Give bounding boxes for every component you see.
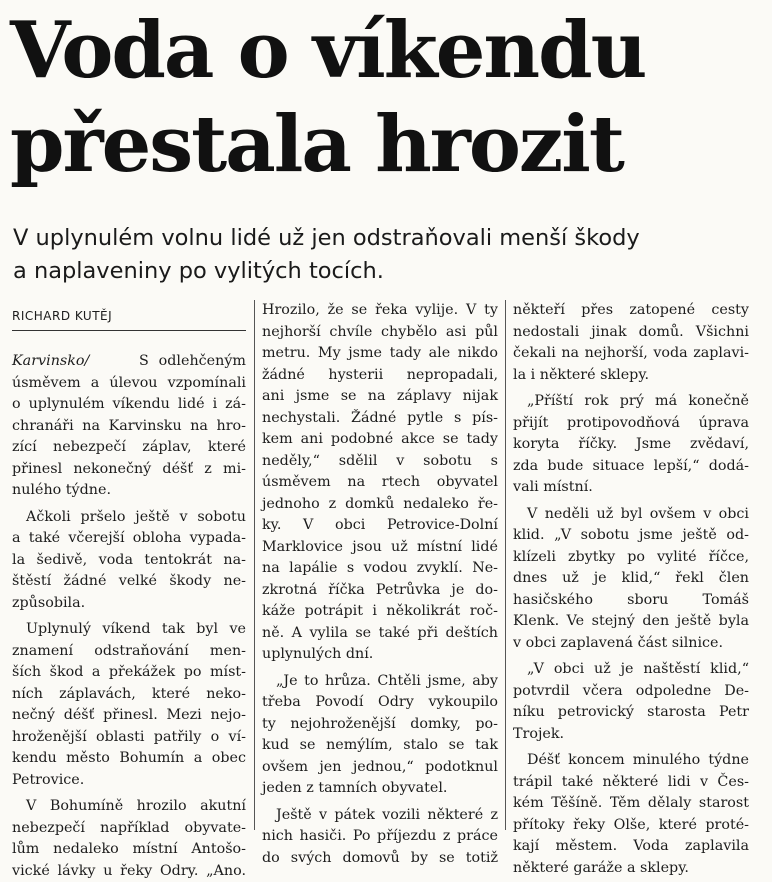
text-line: přijít protipovodňová úprava xyxy=(513,413,749,435)
text-line: V Bohumíně hrozilo akutní xyxy=(12,796,246,818)
text-line: trápil také některé lidi v Čes- xyxy=(513,772,749,794)
text-line: kendu město Bohumín a obec xyxy=(12,748,246,770)
text-line: do svých domovů by se totiž xyxy=(262,848,498,870)
text-line: „Příští rok prý má konečně xyxy=(513,391,749,413)
text-line: některé garáže a sklepy. xyxy=(513,858,749,880)
text-line: úsměvem a úlevou vzpomínali xyxy=(12,373,246,395)
text-line: Petrovice. xyxy=(12,770,246,792)
text-line: kem ani podobné akce se tady xyxy=(262,429,498,451)
text-line: káže potrápit i několikrát roč- xyxy=(262,601,498,623)
headline-line-1: Voda o víkendu xyxy=(10,4,760,98)
text-line: ních záplavách, které neko- xyxy=(12,684,246,706)
text-line: nebezpečí například obyvate- xyxy=(12,818,246,840)
text-line: ky. V obci Petrovice-Dolní xyxy=(262,515,498,537)
text-line: nedostali jinak domů. Všichni xyxy=(513,322,749,344)
text-line: hroženější oblasti patřily o ví- xyxy=(12,727,246,749)
text-line: štěstí žádné velké škody ne- xyxy=(12,571,246,593)
column-divider xyxy=(254,300,255,830)
text-line: přinesl nekonečný déšť z mi- xyxy=(12,459,246,481)
subheadline-line-1: V uplynulém volnu lidé už jen odstraňovali menší škody xyxy=(13,222,763,255)
text-line: „Je to hrůza. Chtěli jsme, aby xyxy=(262,671,498,693)
text-line: chranáři na Karvinsku na hro- xyxy=(12,416,246,438)
text-line: koryta říčky. Jsme zvědaví, xyxy=(513,434,749,456)
text-line: vické lávky u řeky Odry. „Ano. xyxy=(12,861,246,882)
text-line: čekali na nejhorší, voda zaplavi- xyxy=(513,343,749,365)
text-line: kud se nemýlím, stalo se tak xyxy=(262,735,498,757)
text-line: jeden z tamních obyvatel. xyxy=(262,778,498,800)
text-line: la i některé sklepy. xyxy=(513,365,749,387)
text-line: dnes už je klid,“ řekl člen xyxy=(513,568,749,590)
text-line: neděly,“ sdělil v sobotu s xyxy=(262,451,498,473)
text-line: kém Těšíně. Těm dělaly starost xyxy=(513,793,749,815)
text-line: vali místní. xyxy=(513,477,749,499)
text-line: nečný déšť přinesl. Mezi nejo- xyxy=(12,705,246,727)
text-line: la šedivě, voda tentokrát na- xyxy=(12,550,246,572)
text-line: úsměvem na rtech obyvatel xyxy=(262,472,498,494)
text-line: přítoky řeky Olše, které proté- xyxy=(513,815,749,837)
article-column-2 xyxy=(262,300,498,869)
headline-line-2: přestala hrozit xyxy=(10,98,760,192)
text-line: V neděli už byl ovšem v obci xyxy=(513,504,749,526)
text-line: „V obci už je naštěstí klid,“ xyxy=(513,659,749,681)
text-line: o uplynulém víkendu lidé i zá- xyxy=(12,394,246,416)
text-line: Uplynulý víkend tak byl ve xyxy=(12,619,246,641)
text-line: zící nebezpečí záplav, které xyxy=(12,437,246,459)
headline xyxy=(10,4,760,192)
text-line: nechystali. Žádné pytle s pís- xyxy=(262,408,498,430)
text-line: klízeli zbytky po vylité říčce, xyxy=(513,547,749,569)
text-line: hasičského sboru Tomáš xyxy=(513,590,749,612)
text-line: způsobila. xyxy=(12,593,246,615)
text-line: ani jsme se na záplavy nijak xyxy=(262,386,498,408)
text-line: lům nedaleko místní Antošo- xyxy=(12,839,246,861)
text-line: Klenk. Ve stejný den ještě byla xyxy=(513,611,749,633)
text-line: kají městem. Voda zaplavila xyxy=(513,836,749,858)
article-column-1 xyxy=(12,300,246,882)
column-divider xyxy=(505,300,506,830)
subheadline-line-2: a naplaveniny po vylitých tocích. xyxy=(13,255,763,288)
text-line: ovšem jen jednou,“ podotknul xyxy=(262,757,498,779)
text-line: zda bude situace lepší,“ dodá- xyxy=(513,456,749,478)
text-line: žádné hysterii nepropadali, xyxy=(262,365,498,387)
text-line xyxy=(12,351,246,373)
byline: RICHARD KUTĚJ xyxy=(12,300,246,331)
text-line: metru. My jsme tady ale nikdo xyxy=(262,343,498,365)
text-line: Hrozilo, že se řeka vylije. V ty xyxy=(262,300,498,322)
text-line: ně. A vylila se také při deštích xyxy=(262,623,498,645)
subheadline xyxy=(13,222,763,288)
text-line: klid. „V sobotu jsme ještě od- xyxy=(513,525,749,547)
text-line: nulého týdne. xyxy=(12,480,246,502)
article-column-3 xyxy=(513,300,749,879)
text-line: jednoho z domků nedaleko ře- xyxy=(262,494,498,516)
text-line: zkrotná říčka Petrůvka je do- xyxy=(262,580,498,602)
dateline: Karvinsko/ xyxy=(12,353,89,369)
text-line: níku petrovický starosta Petr xyxy=(513,702,749,724)
text-line: Ačkoli pršelo ještě v sobotu xyxy=(12,507,246,529)
text-line: znamení odstraňování men- xyxy=(12,641,246,663)
text-fragment: S odlehčeným xyxy=(139,353,246,369)
text-line: Ještě v pátek vozili některé z xyxy=(262,805,498,827)
text-line: potvrdil včera odpoledne De- xyxy=(513,681,749,703)
text-line: nejhorší chvíle chybělo asi půl xyxy=(262,322,498,344)
text-line: Trojek. xyxy=(513,724,749,746)
text-line: Déšť koncem minulého týdne xyxy=(513,750,749,772)
text-line: třeba Povodí Odry vykoupilo xyxy=(262,692,498,714)
text-line: a také včerejší obloha vypada- xyxy=(12,528,246,550)
text-line: ších škod a překážek po míst- xyxy=(12,662,246,684)
text-line: ty nejohroženější domky, po- xyxy=(262,714,498,736)
text-line: v obci zaplavená část silnice. xyxy=(513,633,749,655)
text-line: někteří přes zatopené cesty xyxy=(513,300,749,322)
text-line: Marklovice jsou už místní lidé xyxy=(262,537,498,559)
text-line: na lapálie s vodou zvyklí. Ne- xyxy=(262,558,498,580)
text-line: uplynulých dní. xyxy=(262,644,498,666)
text-line: nich hasiči. Po příjezdu z práce xyxy=(262,826,498,848)
